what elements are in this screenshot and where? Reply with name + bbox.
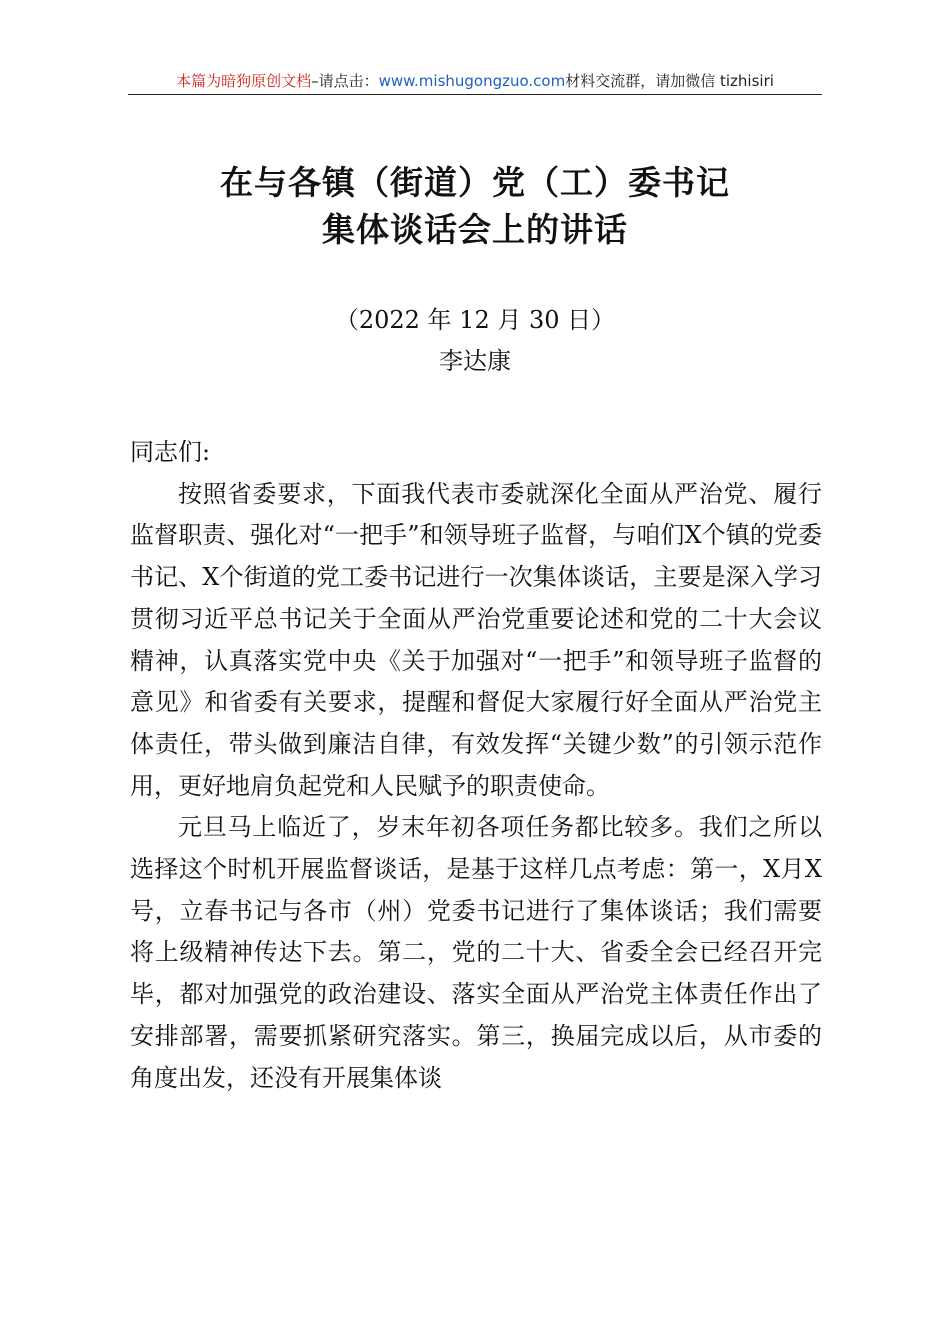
body-paragraph: 元旦马上临近了，岁末年初各项任务都比较多。我们之所以选择这个时机开展监督谈话，是基于这样几点考虑：第一，X月X号，立春书记与各市（州）党委书记进行了集体谈话；我们需要将上级精神传达下去。第二，党的二十大、省委全会已经召开完毕，都对加强党的政治建设、落实全面从严治党主体责任作出了安排部署，需要抓紧研究落实。第三，换届完成以后，从市委的角度出发，还没有开展集体谈 [130,813,822,1092]
header-prompt: –请点击： [311,72,379,90]
page-header [128,68,822,95]
header-link[interactable]: www.mishugongzuo.com [378,72,566,90]
salutation: 同志们: [130,438,211,466]
document-author: 李达康 [439,347,511,375]
document-title-line-2: 集体谈话会上的讲话 [322,210,628,249]
body-paragraph: 按照省委要求，下面我代表市委就深化全面从严治党、履行监督职责、强化对“一把手”和领导班子监督，与咱们X个镇的党委书记、X个街道的党工委书记进行一次集体谈话，主要是深入学习贯彻习近平总书记关于全面从严治党重要论述和党的二十大会议精神，认真落实党中央《关于加强对“一把手”和领导班子监督的意见》和省委有关要求，提醒和督促大家履行好全面从严治党主体责任，带头做到廉洁自律，有效发挥“关键少数”的引领示范作用，更好地肩负起党和人民赋予的职责使命。 [130,479,822,800]
document-date: （2022 年 12 月 30 日） [334,306,616,334]
document-body [130,432,822,1099]
header-note: 材料交流群，请加微信 tizhisiri [565,72,774,90]
document-title-line-1: 在与各镇（街道）党（工）委书记 [220,163,730,202]
header-brand: 本篇为暗狗原创文档 [176,72,312,90]
